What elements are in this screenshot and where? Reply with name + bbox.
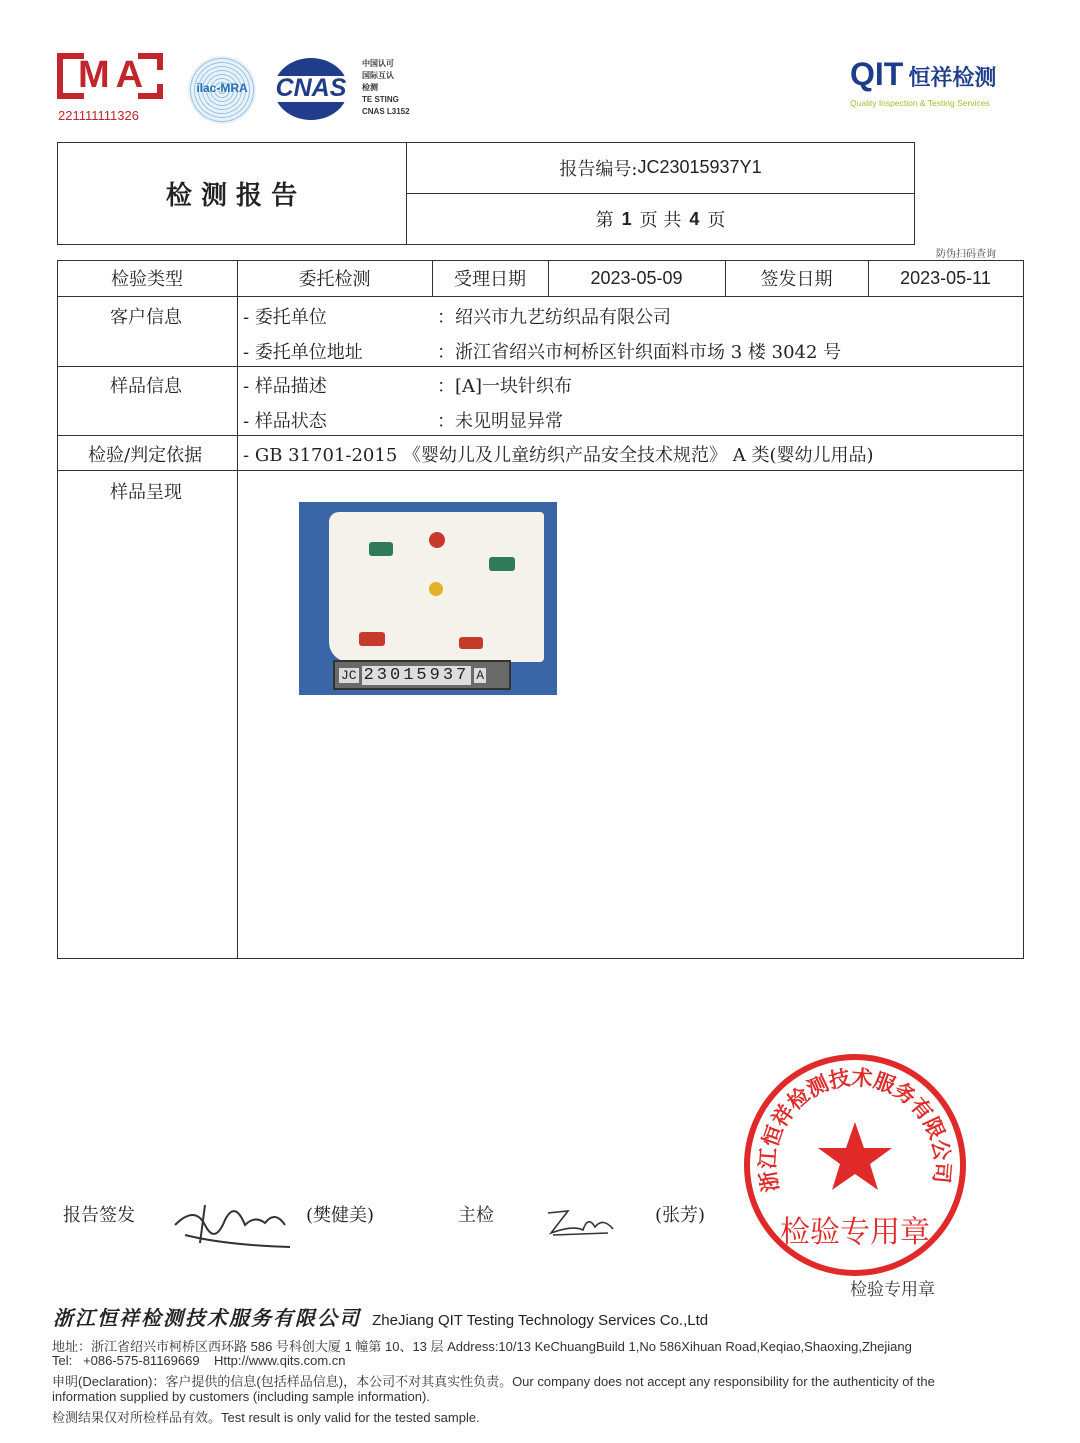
footer-declaration: 申明(Declaration)：客户提供的信息(包括样品信息)，本公司不对其真实性负责。Our company does not accept any responsibility for the authenticity of the	[52, 1374, 935, 1389]
checker-name: (张芳)	[655, 1205, 706, 1226]
footer-company: 浙江恒祥检测技术服务有限公司 ZheJiang QIT Testing Technology Services Co.,Ltd	[53, 1306, 709, 1330]
client-value: ：绍兴市九艺纺织品有限公司	[437, 307, 671, 328]
cma-logo: MA 221111111326	[56, 52, 166, 124]
sample-tag: JC 23015937 A	[333, 660, 511, 690]
client-field: - 委托单位	[243, 307, 327, 328]
report-number: 报告编号: JC23015937Y1	[559, 157, 762, 180]
sample-value: ：未见明显异常	[437, 411, 563, 432]
issuer-label: 报告签发	[63, 1205, 135, 1226]
received-date-label: 受理日期	[454, 269, 526, 290]
checker-label: 主检	[458, 1205, 494, 1226]
footer-validity: 检测结果仅对所检样品有效。Test result is only valid for the tested sample.	[52, 1410, 480, 1425]
received-date-value: 2023-05-09	[590, 267, 683, 288]
official-stamp	[740, 1050, 970, 1280]
client-field: - 委托单位地址	[243, 342, 363, 363]
footer-declaration-cont: information supplied by customers (including sample information).	[52, 1389, 430, 1404]
sample-field: - 样品状态	[243, 411, 327, 432]
sample-photo	[299, 502, 557, 695]
inspection-type-value: 委托检测	[298, 269, 371, 290]
issued-date-label: 签发日期	[760, 269, 833, 290]
inspection-type-label: 检验类型	[111, 269, 183, 290]
qit-logo: QIT 恒祥检测 Quality Inspection & Testing Services	[850, 56, 997, 108]
client-info-label: 客户信息	[110, 307, 182, 328]
sample-photo-label: 样品呈现	[110, 482, 182, 503]
cnas-logo: CNAS	[270, 58, 352, 120]
qr-caption: 防伪扫码查询	[936, 249, 996, 260]
cnas-text: 中国认可 国际互认 检测 TE STING CNAS L3152	[362, 59, 410, 116]
checker-signature	[543, 1205, 618, 1240]
sample-field: - 样品描述	[243, 376, 327, 397]
issued-date-value: 2023-05-11	[900, 267, 991, 288]
issuer-signature	[165, 1195, 295, 1255]
stamp-ring-text: 浙江恒祥检测技术服务有限公司	[754, 1064, 956, 1195]
stamp-center-text: 检验专用章	[780, 1215, 930, 1250]
issuer-name: (樊健美)	[306, 1205, 375, 1226]
basis-value: - GB 31701-2015 《婴幼儿及儿童纺织产品安全技术规范》 A 类(婴幼儿用品)	[243, 445, 874, 466]
footer-address: 地址：浙江省绍兴市柯桥区西环路 586 号科创大厦 1 幢第 10、13 层 Address:10/13 KeChuangBuild 1,No 586Xihuan Road,Keqiao,Shaoxing,Zhejiang	[52, 1339, 912, 1354]
page-indicator: 第 1 页 共 4 页	[595, 208, 726, 231]
basis-label: 检验/判定依据	[88, 445, 203, 466]
sample-value: ：[A]一块针织布	[437, 376, 573, 397]
client-value: ：浙江省绍兴市柯桥区针织面料市场 3 楼 3042 号	[437, 342, 842, 363]
sample-info-label: 样品信息	[110, 376, 182, 397]
report-title: 检 测 报 告	[165, 181, 298, 211]
stamp-overlay-text: 检验专用章	[850, 1280, 935, 1300]
footer-tel: Tel: +086-575-81169669 Http://www.qits.com.cn	[52, 1353, 346, 1368]
ilac-mra-logo: ilac-MRA	[188, 56, 256, 124]
